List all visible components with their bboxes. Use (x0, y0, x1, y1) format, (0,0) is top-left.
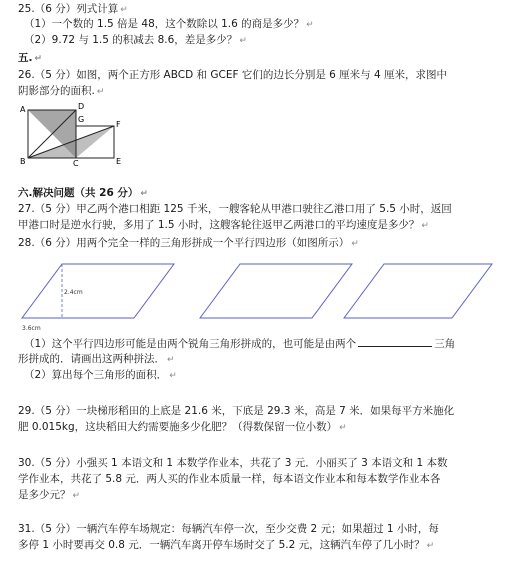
q29-text-line1: 29.（5 分）一块梯形稻田的上底是 21.6 米，下底是 29.3 米，高是 7 米．如果每平方米施化 (18, 405, 455, 417)
base-label: 3.6cm (22, 325, 41, 332)
answer-blank[interactable] (358, 336, 432, 347)
q25-part2: （2）9.72 与 1.5 的积减去 8.6，差是多少？ ↵ (24, 34, 247, 46)
q31-text-line1: 31.（5 分）一辆汽车停车场规定：每辆汽车停一次，至少交费 2 元；如果超过 1 小时，每 (18, 523, 439, 535)
label-f: F (116, 120, 121, 129)
q29-text-line2: 肥 0.015kg，这块稻田大约需要施多少化肥？（得数保留一位小数） ↵ (18, 421, 347, 433)
q25-part1: （1）一个数的 1.5 倍是 48，这个数除以 1.6 的商是多少？ ↵ (24, 18, 314, 30)
parallelogram-1 (22, 264, 174, 318)
q30-text-line3: 是多少元？ ↵ (18, 489, 81, 501)
label-e: E (116, 157, 122, 166)
q28-text-line1: 28.（6 分）用两个完全一样的三角形拼成一个平行四边形（如图所示） ↵ (18, 237, 359, 249)
q27-text-line1: 27.（5 分）甲乙两个港口相距 125 千米，一艘客轮从甲港口驶往乙港口用了 5.5 小时，返回 (18, 203, 452, 215)
q28-part1-cont: 形拼成的．请画出这两种拼法． ↵ (18, 353, 175, 365)
q27-text-line2: 甲港口时是逆水行驶，多用了 1.5 小时，这艘客轮往返甲乙两港口的平均速度是多少？ ↵ (18, 219, 429, 231)
q28-part2: （2）算出每个三角形的面积． ↵ (24, 369, 177, 381)
q26-text-line2: 阴影部分的面积. ↵ (18, 85, 105, 97)
q30-text-line2: 学作业本，共花了 5.8 元．两人买的作业本质量一样，每本语文作业本和每本数学作业本各 (18, 473, 441, 485)
label-a: A (20, 105, 26, 114)
parallelograms-figure (14, 256, 500, 336)
q30-text-line1: 30.（5 分）小强买 1 本语文和 1 本数学作业本，共花了 3 元．小丽买了 3 本语文和 1 本数 (18, 457, 448, 469)
label-c: C (73, 159, 79, 168)
parallelogram-2 (200, 264, 352, 318)
label-d: D (78, 102, 85, 111)
q31-text-line2: 多停 1 小时要再交 0.8 元．一辆汽车离开停车场时交了 5.2 元，这辆汽车停了几小时？ ↵ (18, 539, 435, 551)
squares-figure (14, 102, 144, 168)
q26-text-line1: 26.（5 分）如图，两个正方形 ABCD 和 GCEF 它们的边长分别是 6 厘米与 4 厘米，求图中 (18, 69, 448, 81)
label-g: G (78, 115, 85, 124)
height-label: 2.4cm (64, 289, 83, 296)
section-6-title: 六.解决问题（共 26 分） ↵ (18, 187, 148, 199)
parallelogram-3 (344, 264, 492, 318)
section-5-title: 五. ↵ (18, 52, 43, 64)
q25-heading: 25.（6 分）列式计算 ↵ (18, 3, 128, 15)
label-b: B (20, 157, 26, 166)
q28-part1: （1）这个平行四边形可能是由两个锐角三角形拼成的，也可能是由两个 三角 (24, 338, 456, 350)
